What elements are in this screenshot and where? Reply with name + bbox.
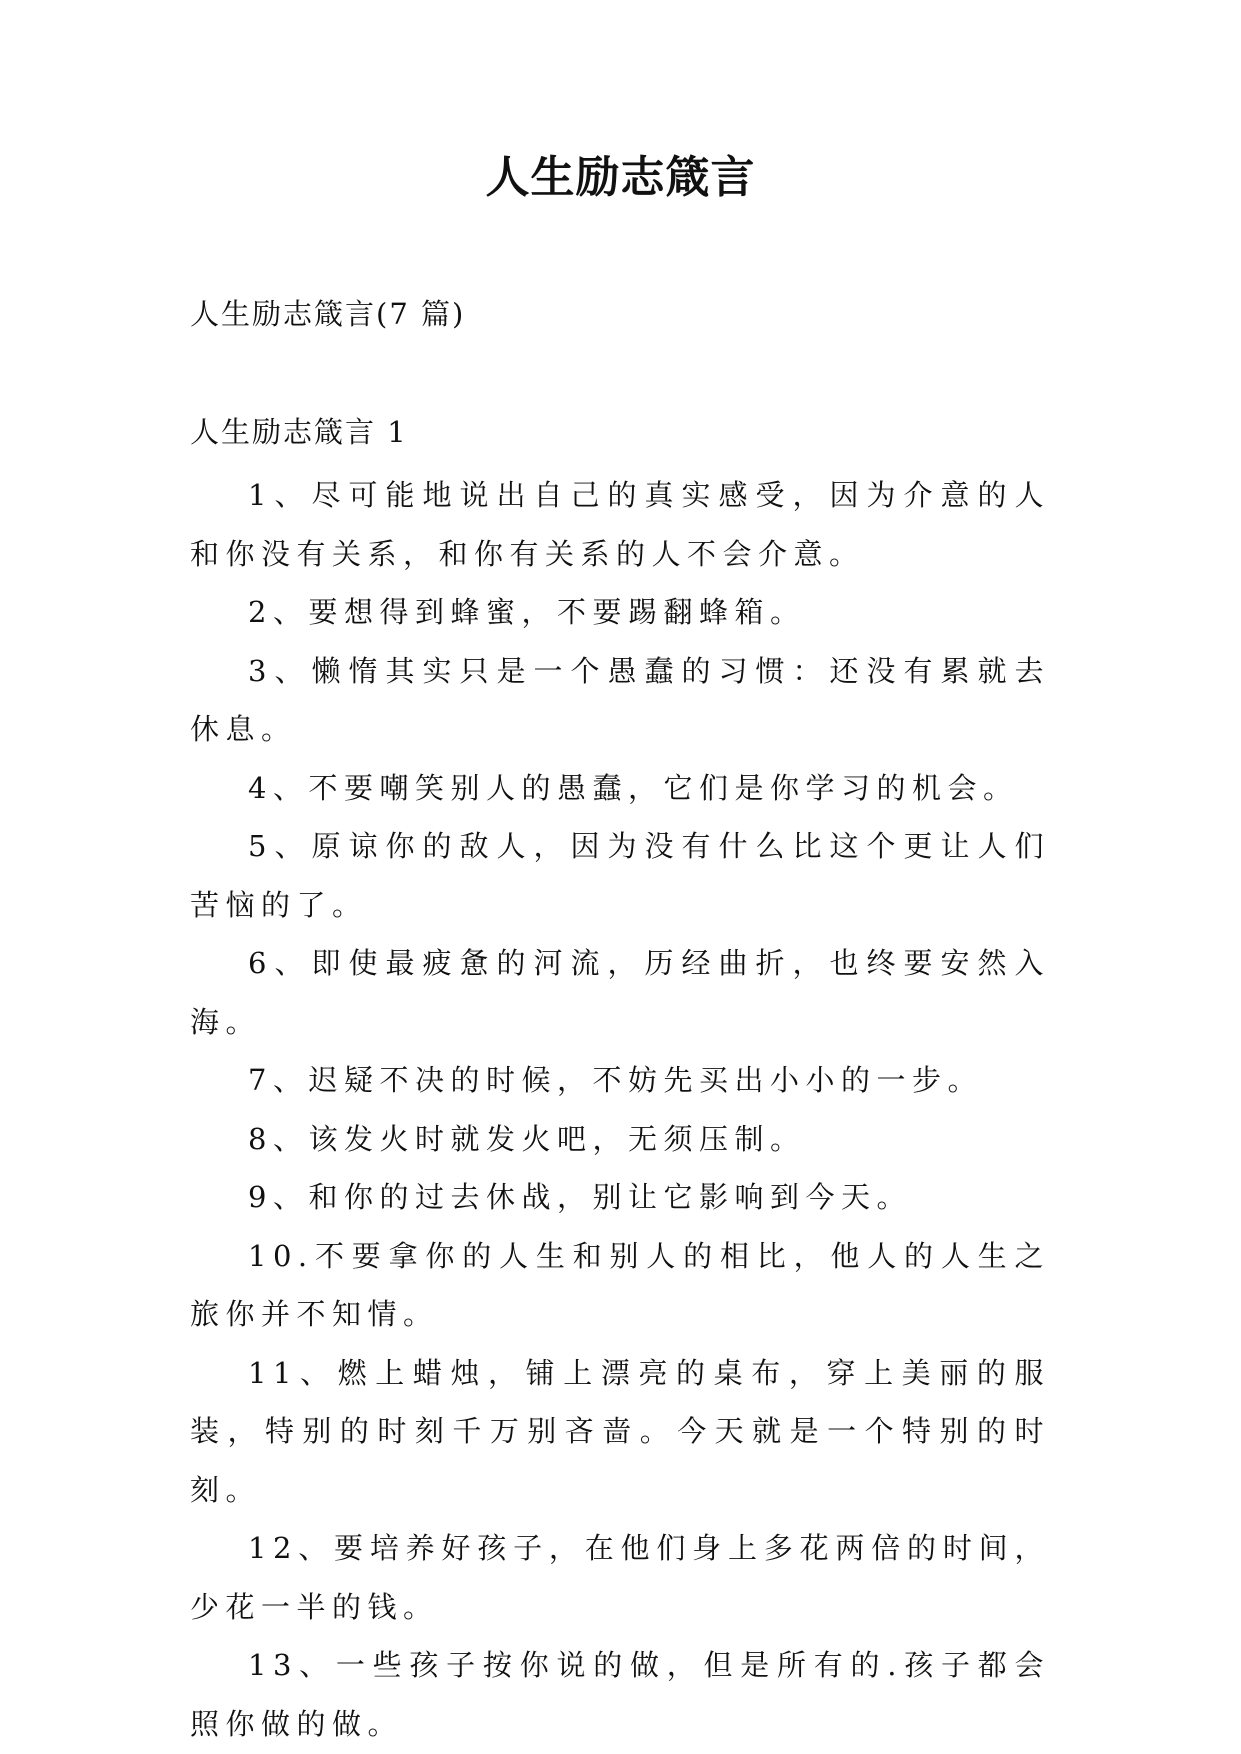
paragraph: 10.不要拿你的人生和别人的相比，他人的人生之旅你并不知情。 xyxy=(190,1238,1050,1331)
document-title: 人生励志箴言 xyxy=(485,152,756,203)
paragraph: 4、不要嘲笑别人的愚蠢，它们是你学习的机会。 xyxy=(248,770,1019,805)
paragraph: 1、尽可能地说出自己的真实感受，因为介意的人和你没有关系，和你有关系的人不会介意。 xyxy=(190,478,1050,571)
paragraph: 3、懒惰其实只是一个愚蠢的习惯：还没有累就去休息。 xyxy=(190,653,1050,746)
paragraph: 13、一些孩子按你说的做，但是所有的.孩子都会照你做的做。 xyxy=(190,1648,1050,1741)
paragraph: 9、和你的过去休战，别让它影响到今天。 xyxy=(248,1180,912,1214)
paragraph: 6、即使最疲惫的河流，历经曲折，也终要安然入海。 xyxy=(190,946,1050,1039)
paragraph: 7、迟疑不决的时候，不妨先买出小小的一步。 xyxy=(248,1063,983,1097)
section-heading: 人生励志箴言 1 xyxy=(190,415,408,449)
paragraph: 12、要培养好孩子，在他们身上多花两倍的时间，少花一半的钱。 xyxy=(190,1531,1050,1624)
paragraph: 5、原谅你的敌人，因为没有什么比这个更让人们苦恼的了。 xyxy=(190,829,1050,922)
document-subtitle: 人生励志箴言(7 篇) xyxy=(190,297,466,331)
document-body xyxy=(190,466,1050,1753)
paragraph: 11、燃上蜡烛，铺上漂亮的桌布，穿上美丽的服装，特别的时刻千万别吝啬。今天就是一个特别的时刻。 xyxy=(190,1355,1050,1507)
paragraph: 8、该发火时就发火吧，无须压制。 xyxy=(248,1121,806,1156)
paragraph: 2、要想得到蜂蜜，不要踢翻蜂箱。 xyxy=(248,595,806,629)
